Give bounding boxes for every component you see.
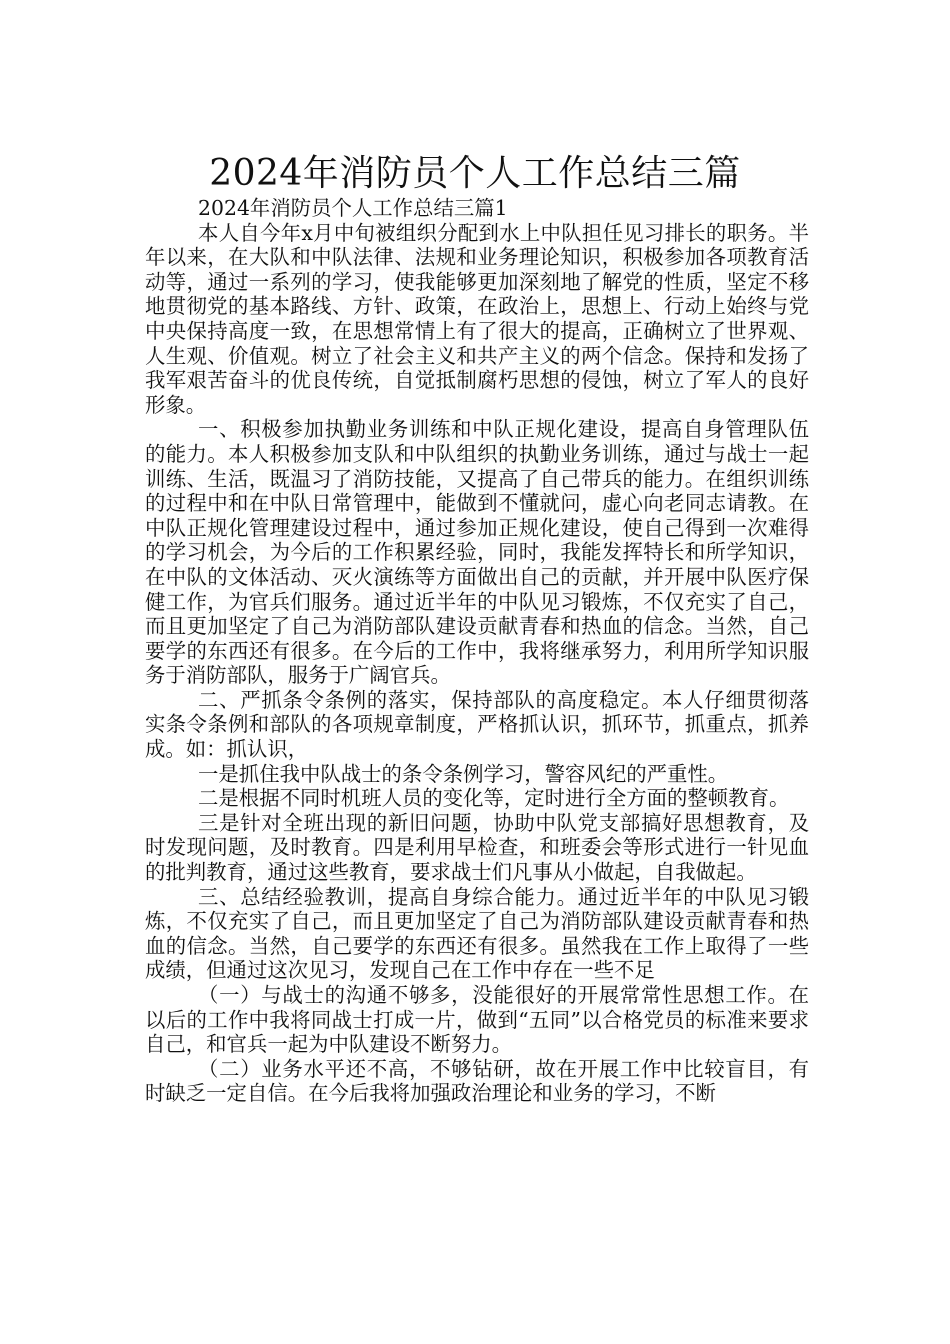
paragraph: 二是根据不同时机班人员的变化等，定时进行全方面的整顿教育。 bbox=[198, 786, 790, 811]
paragraph: 三、总结经验教训，提高自身综合能力。通过近半年的中队见习锻炼，不仅充实了自己，而且更加坚定了自己为消防部队建设贡献青春和热血的信念。当然，自己要学的东西还有很多。虽然我在工作上取得了一些成绩，但通过这次见习，发现自己在工作中存在一些不足 bbox=[145, 884, 809, 983]
paragraph: 本人自今年x月中旬被组织分配到水上中队担任见习排长的职务。半年以来，在大队和中队法律、法规和业务理论知识，积极参加各项教育活动等，通过一系列的学习，使我能够更加深刻地了解党的性质，坚定不移地贯彻党的基本路线、方针、政策，在政治上，思想上、行动上始终与党中央保持高度一致，在思想常情上有了很大的提高，正确树立了世界观、人生观、价值观。树立了社会主义和共产主义的两个信念。保持和发扬了我军艰苦奋斗的优良传统，自觉抵制腐朽思想的侵蚀，树立了军人的良好形象。 bbox=[145, 220, 809, 417]
paragraph: 一是抓住我中队战士的条令条例学习，警容风纪的严重性。 bbox=[198, 761, 729, 786]
paragraph: （一）与战士的沟通不够多，没能很好的开展常常性思想工作。在以后的工作中我将同战士打成一片，做到“五同”以合格党员的标准来要求自己，和官兵一起为中队建设不断努力。 bbox=[145, 983, 809, 1057]
document-title: 2024年消防员个人工作总结三篇 bbox=[209, 153, 741, 195]
paragraph: 三是针对全班出现的新旧问题，协助中队党支部搞好思想教育，及时发现问题，及时教育。四是利用早检查，和班委会等形式进行一针见血的批判教育，通过这些教育，要求战士们凡事从小做起，自我做起。 bbox=[145, 810, 809, 885]
paragraph: （二）业务水平还不高，不够钻研，故在开展工作中比较盲目，有时缺乏一定自信。在今后我将加强政治理论和业务的学习，不断 bbox=[145, 1056, 809, 1106]
document-body bbox=[145, 196, 809, 1106]
paragraph-subtitle: 2024年消防员个人工作总结三篇1 bbox=[198, 196, 508, 220]
paragraph: 二、严抓条令条例的落实，保持部队的高度稳定。本人仔细贯彻落实条令条例和部队的各项规章制度，严格抓认识，抓环节，抓重点，抓养成。如：抓认识， bbox=[145, 687, 809, 762]
paragraph: 一、积极参加执勤业务训练和中队正规化建设，提高自身管理队伍的能力。本人积极参加支队和中队组织的执勤业务训练，通过与战士一起训练、生活，既温习了消防技能，又提高了自己带兵的能力。在组织训练的过程中和在中队日常管理中，能做到不懂就问，虚心向老同志请教。在中队正规化管理建设过程中，通过参加正规化建设，使自己得到一次难得的学习机会，为今后的工作积累经验，同时，我能发挥特长和所学知识，在中队的文体活动、灭火演练等方面做出自己的贡献，并开展中队医疗保健工作，为官兵们服务。通过近半年的中队见习锻炼，不仅充实了自己，而且更加坚定了自己为消防部队建设贡献青春和热血的信念。当然，自己要学的东西还有很多。在今后的工作中，我将继承努力，利用所学知识服务于消防部队，服务于广阔官兵。 bbox=[145, 417, 809, 688]
